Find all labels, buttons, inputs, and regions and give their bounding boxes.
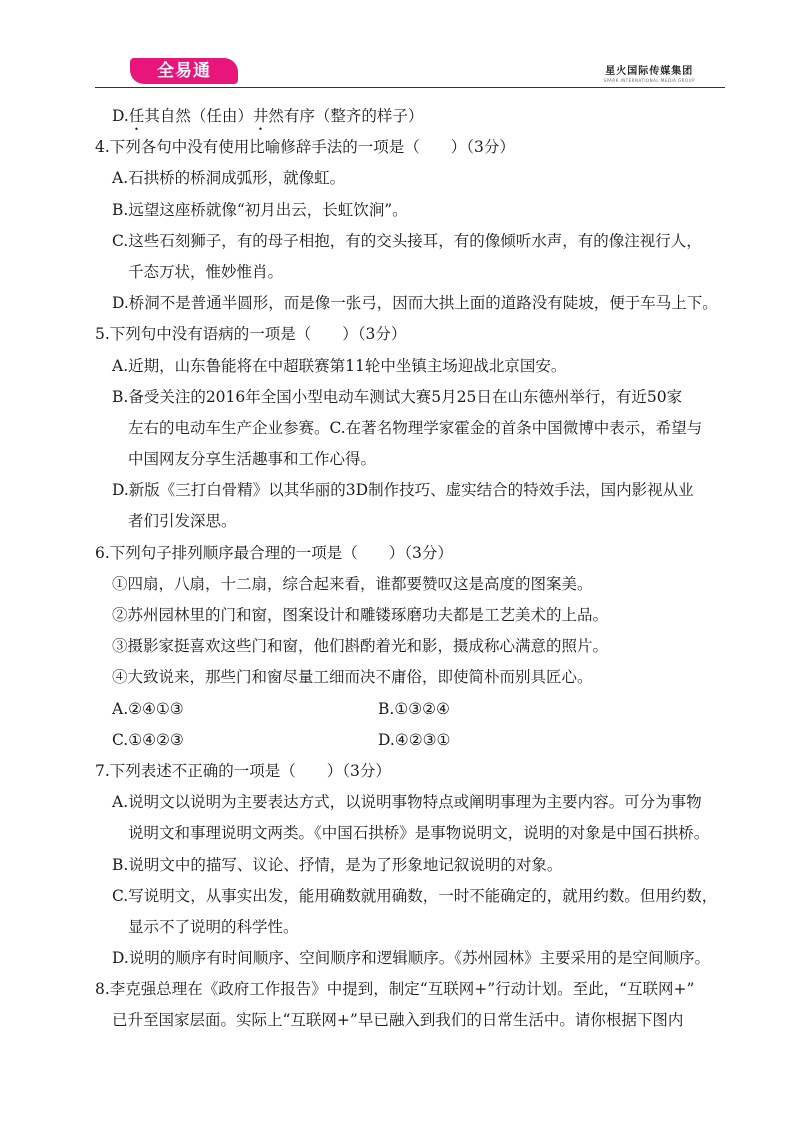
question-6: 6.下列句子排列顺序最合理的一项是（ ）（3分） (95, 543, 453, 562)
option-continuation: 左右的电动车生产企业参赛。C.在著名物理学家霍金的首条中国微博中表示，希望与 (128, 418, 703, 437)
option-line: B.说明文中的描写、议论、抒情，是为了形象地记叙说明的对象。 (112, 855, 563, 874)
option-line: A.近期，山东鲁能将在中超联赛第11轮中坐镇主场迎战北京国安。 (112, 356, 567, 375)
sentence-line: ③摄影家挺喜欢这些门和窗，他们斟酌着光和影，摄成称心满意的照片。 (112, 637, 609, 656)
sentence-line: ①四扇，八扇，十二扇，综合起来看，谁都要赞叹这是高度的图案美。 (112, 574, 593, 593)
sentence-line: ④大致说来，那些门和窗尽量工细而决不庸俗，即使简朴而别具匠心。 (112, 668, 593, 687)
question-continuation: 已升至国家层面。实际上“互联网+”早已融入到我们的日常生活中。请你根据下图内 (112, 1011, 684, 1030)
option-line: C.这些石刻狮子，有的母子相抱，有的交头接耳，有的像倾听水声，有的像注视行人， (112, 231, 702, 250)
sentence-line: ②苏州园林里的门和窗，图案设计和雕镂琢磨功夫都是工艺美术的上品。 (112, 606, 609, 624)
question-5: 5.下列句中没有语病的一项是（ ）（3分） (95, 325, 407, 344)
option-continuation: 者们引发深思。 (128, 512, 237, 531)
option-line: B.备受关注的2016年全国小型电动车测试大赛5月25日在山东德州举行，有近50家 (112, 387, 683, 406)
brand-name: 星火国际传媒集团 (605, 66, 694, 77)
option-line: B.远望这座桥就像“初月出云，长虹饮涧”。 (112, 200, 408, 219)
option-line: D.新版《三打白骨精》以其华丽的3D制作技巧、虚实结合的特效手法，国内影视从业 (112, 481, 694, 500)
publisher-brand (603, 62, 695, 83)
question-8: 8.李克强总理在《政府工作报告》中提到，制定“互联网+”行动计划。至此，“互联网+” (95, 980, 695, 999)
option-pair (95, 725, 735, 756)
option-line: D.说明的顺序有时间顺序、空间顺序和逻辑顺序。《苏州园林》主要采用的是空间顺序。 (112, 949, 711, 968)
logo: 全易通 (130, 58, 238, 84)
option-c: C.①④②③ (112, 730, 184, 749)
option-line: A.说明文以说明为主要表达方式，以说明事物特点或阐明事理为主要内容。可分为事物 (112, 793, 702, 812)
option-continuation: 说明文和事理说明文两类。《中国石拱桥》是事物说明文，说明的对象是中国石拱桥。 (128, 824, 710, 843)
option-pair (95, 694, 735, 725)
option-continuation: 显示不了说明的科学性。 (128, 917, 299, 936)
brand-name-en: SPARK INTERNATIONAL MEDIA GROUP (603, 78, 695, 83)
exam-content (95, 101, 735, 1037)
question-7: 7.下列表述不正确的一项是（ ）（3分） (95, 761, 391, 780)
option-continuation: 千态万状，惟妙惟肖。 (128, 262, 284, 281)
option-line: A.石拱桥的桥洞成弧形，就像虹。 (112, 169, 346, 188)
option-line: D.任其自然（任由）井然有序（整齐的样子） (112, 107, 424, 125)
page-header (95, 52, 725, 88)
option-d: D.④②③① (378, 730, 451, 749)
option-continuation: 中国网友分享生活趣事和工作心得。 (128, 450, 377, 469)
option-line: D.桥洞不是普通半圆形，而是像一张弓，因而大拱上面的道路没有陡坡，便于车马上下。 (112, 294, 718, 313)
option-b: B.①③②④ (378, 699, 450, 718)
question-4: 4.下列各句中没有使用比喻修辞手法的一项是（ ）（3分） (95, 138, 515, 157)
option-a: A.②④①③ (112, 699, 184, 718)
header-divider (95, 87, 725, 88)
option-line: C.写说明文，从事实出发，能用确数就用确数，一时不能确定的，就用约数。但用约数， (112, 886, 718, 905)
